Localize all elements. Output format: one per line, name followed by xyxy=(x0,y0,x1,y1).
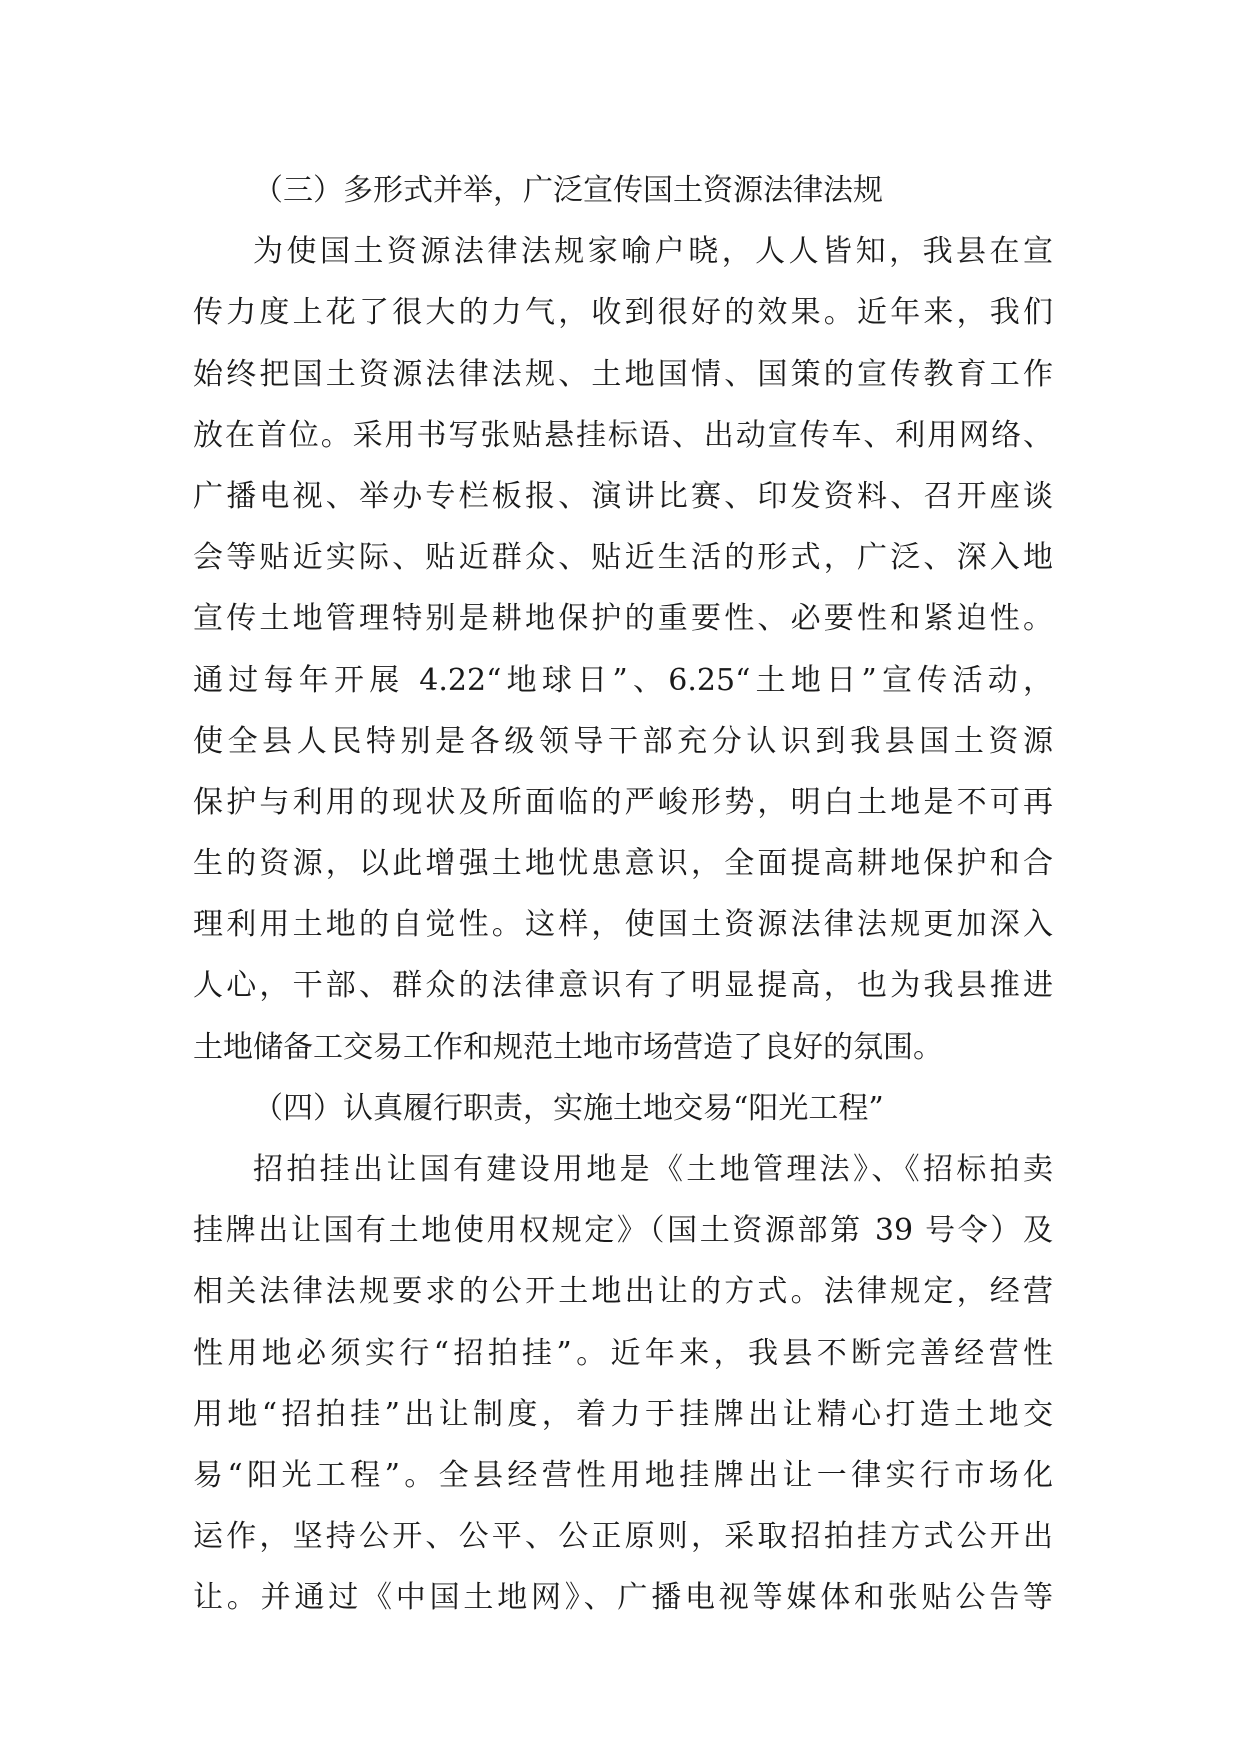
paragraph-line: 会等贴近实际、贴近群众、贴近生活的形式，广泛、深入地 xyxy=(193,540,1053,576)
paragraph-line: 相关法律法规要求的公开土地出让的方式。法律规定，经营 xyxy=(193,1274,1053,1310)
paragraph-line: 生的资源，以此增强土地忧患意识，全面提高耕地保护和合 xyxy=(193,846,1053,882)
paragraph-line: 保护与利用的现状及所面临的严峻形势，明白土地是不可再 xyxy=(193,784,1053,820)
paragraph-line: 土地储备工交易工作和规范土地市场营造了良好的氛围。 xyxy=(193,1029,943,1065)
paragraph-line: 招拍挂出让国有建设用地是《土地管理法》、《招标拍卖 xyxy=(253,1152,1053,1187)
paragraph-line: 为使国土资源法律法规家喻户晓，人人皆知，我县在宣 xyxy=(253,234,1053,270)
document-body xyxy=(193,160,1053,1629)
paragraph-line: 使全县人民特别是各级领导干部充分认识到我县国土资源 xyxy=(193,723,1053,759)
paragraph-line: 用地“招拍挂”出让制度，着力于挂牌出让精心打造土地交 xyxy=(193,1396,1053,1432)
paragraph-line: 易“阳光工程”。全县经营性用地挂牌出让一律实行市场化 xyxy=(193,1457,1053,1493)
paragraph-line: 让。并通过《中国土地网》、广播电视等媒体和张贴公告等 xyxy=(193,1580,1053,1616)
paragraph-line: 运作，坚持公开、公平、公正原则，采取招拍挂方式公开出 xyxy=(193,1519,1053,1555)
paragraph-line: 通过每年开展 4.22“地球日”、6.25“土地日”宣传活动， xyxy=(193,662,1053,698)
paragraph-line: 人心，干部、群众的法律意识有了明显提高，也为我县推进 xyxy=(193,968,1053,1004)
paragraph-line: 挂牌出让国有土地使用权规定》（国土资源部第 39 号令）及 xyxy=(193,1213,1053,1249)
paragraph-line: 放在首位。采用书写张贴悬挂标语、出动宣传车、利用网络、 xyxy=(193,417,1053,453)
paragraph-line: 性用地必须实行“招拍挂”。近年来，我县不断完善经营性 xyxy=(193,1335,1053,1371)
paragraph-line: 宣传土地管理特别是耕地保护的重要性、必要性和紧迫性。 xyxy=(193,601,1053,637)
paragraph-line: 传力度上花了很大的力气，收到很好的效果。近年来，我们 xyxy=(193,295,1053,331)
paragraph-line: 广播电视、举办专栏板报、演讲比赛、印发资料、召开座谈 xyxy=(193,478,1053,514)
section-heading: （四）认真履行职责，实施土地交易“阳光工程” xyxy=(253,1090,884,1126)
paragraph-line: 始终把国土资源法律法规、土地国情、国策的宣传教育工作 xyxy=(193,356,1053,392)
paragraph-line: 理利用土地的自觉性。这样，使国土资源法律法规更加深入 xyxy=(193,907,1053,943)
section-heading: （三）多形式并举，广泛宣传国土资源法律法规 xyxy=(253,173,883,208)
